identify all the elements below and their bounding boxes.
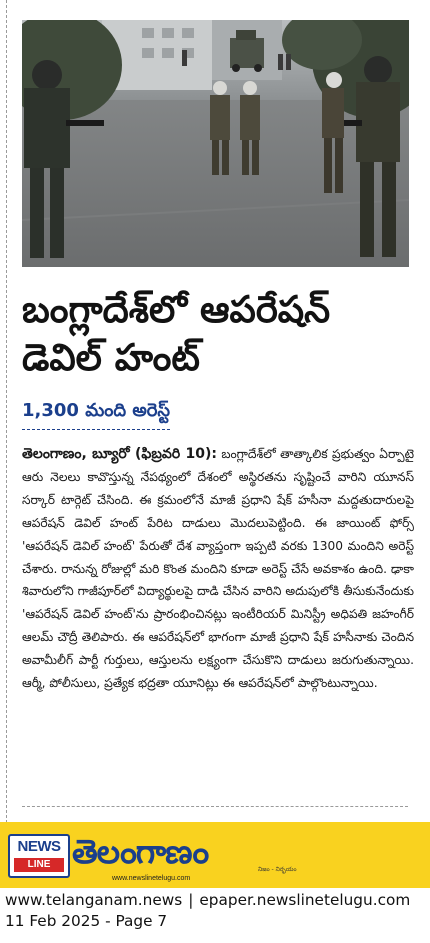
epaper-link[interactable]: epaper.newslinetelugu.com: [199, 891, 411, 909]
subheadline: 1,300 మంది అరెస్ట్: [22, 400, 170, 430]
headline-line-2: డెవిల్ హంట్: [22, 336, 200, 379]
news-photo: [22, 20, 409, 267]
masthead-title: తెలంగాణం: [72, 832, 209, 871]
dateline: తెలంగాణం, బ్యూరో (ఫిబ్రవరి 10):: [22, 446, 217, 462]
newsline-logo: [8, 834, 70, 878]
masthead-url: www.newslinetelugu.com: [112, 875, 191, 882]
article-body: [22, 443, 414, 695]
footer: [5, 890, 430, 932]
logo-line-text: LINE: [14, 858, 64, 872]
footer-separator: |: [188, 891, 194, 909]
footer-links: [5, 890, 430, 911]
date-page: 11 Feb 2025 - Page 7: [5, 912, 168, 930]
newspaper-banner: [0, 822, 430, 888]
site-link[interactable]: www.telanganam.news: [5, 891, 183, 909]
headline: [22, 286, 422, 382]
headline-line-1: బంగ్లాదేశ్‌లో ఆపరేషన్: [22, 288, 331, 331]
column-divider: [6, 0, 7, 838]
article-text: బంగ్లాదేశ్‌లో తాత్కాలిక ప్రభుత్వం ఏర్పాటై ఆరు నెలలు కావొస్తున్న నేపథ్యంలో దేశంలో అస్థిరతను సృష్టించే వారిని యూనస్ సర్కార్ టార్గెట్ చేసింది. ఈ క్రమంలోనే మాజీ ప్రధాని షేక్ హసీనా మద్దతుదారులపై ఆపరేషన్ డెవిల్ హంట్ పేరిట దాడులు మొదలుపెట్టింది. ఈ జాయింట్ ఫోర్స్ 'ఆపరేషన్ డెవిల్ హంట్' పేరుతో దేశ వ్యాప్తంగా ఇప్పటి వరకు 1300 మందిని అరెస్ట్ చేశారు. రానున్న రోజుల్లో మరి కొంత మందిని కూడా అరెస్ట్ చేసే అవకాశం ఉంది. ఢాకా శివారులోని గాజీపూర్‌లో విద్యార్థులపై దాడి చేసిన వారిని అదుపులోకి తీసుకునేందుకు 'ఆపరేషన్ డెవిల్ హంట్'ను ప్రారంభించినట్లు ఇంటీరియర్ మినిస్ట్రీ అధిపతి జహంగీర్ ఆలమ్ చౌద్రీ తెలిపారు. ఈ ఆపరేషన్‌లో భాగంగా మాజీ ప్రధాని షేక్ హసీనాకు చెందిన అవామీలీగ్ పార్టీ గుర్తులు, ఆస్తులను లక్ష్యంగా చేసుకొని దాడులు జరుగుతున్నాయి. ఆర్మీ, పోలీసులు, ప్రత్యేక భద్రతా యూనిట్లు ఈ ఆపరేషన్‌లో పాల్గొంటున్నాయి.: [22, 447, 414, 691]
article-end-divider: [22, 806, 408, 807]
masthead-tagline: నిజం - నిర్భయం: [258, 866, 297, 873]
logo-news-text: NEWS: [17, 838, 61, 855]
